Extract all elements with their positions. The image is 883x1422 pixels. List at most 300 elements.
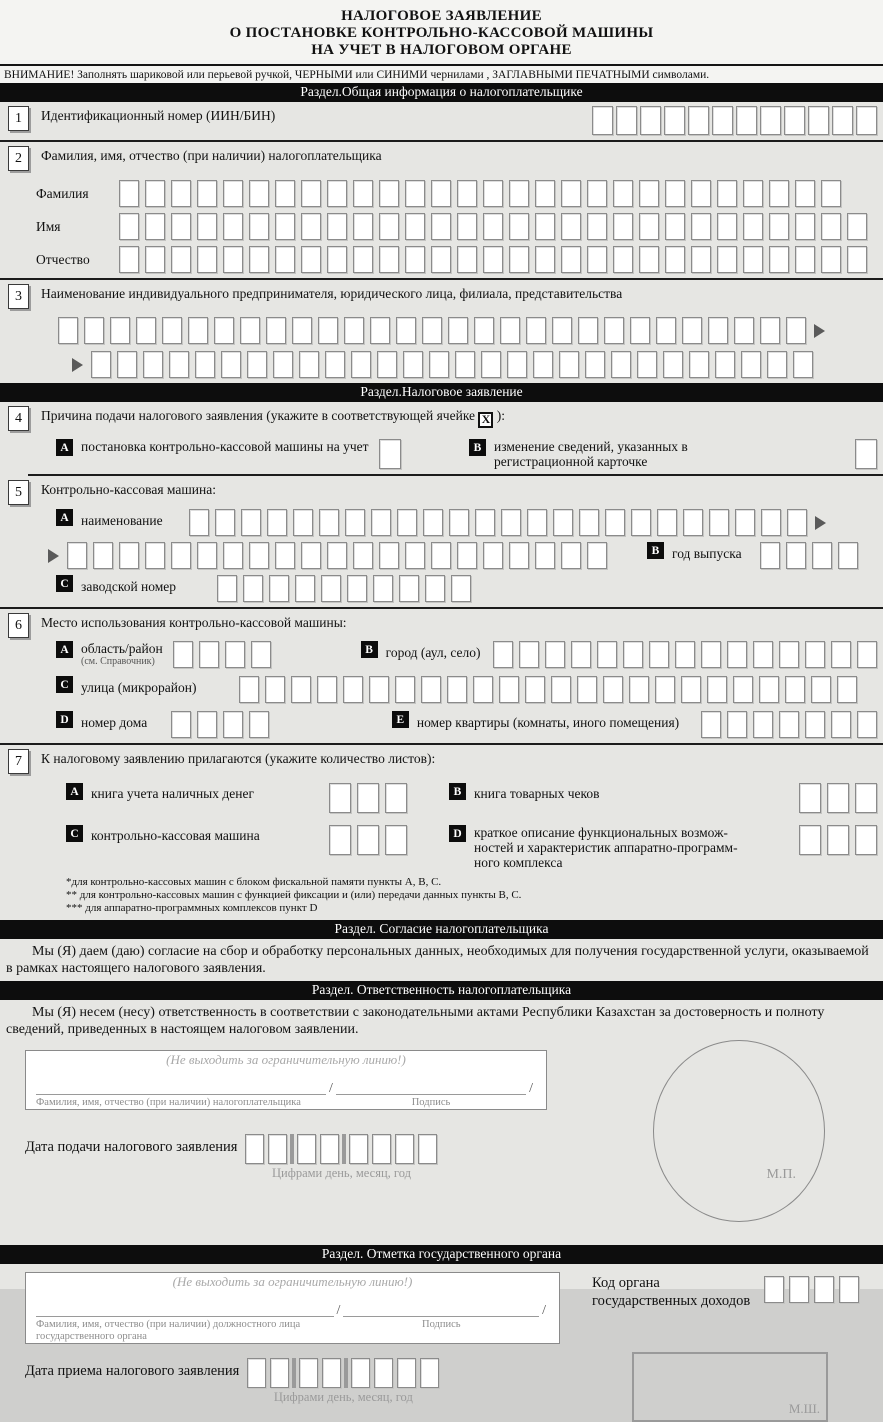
input-cell[interactable] <box>786 542 806 569</box>
input-cell[interactable] <box>421 676 441 703</box>
input-cell[interactable] <box>847 213 867 240</box>
input-cell[interactable] <box>769 180 789 207</box>
input-cell[interactable] <box>767 351 787 378</box>
input-cell[interactable] <box>727 641 747 668</box>
input-cell[interactable] <box>559 351 579 378</box>
input-cell[interactable] <box>786 317 806 344</box>
input-cell[interactable] <box>353 246 373 273</box>
input-cell[interactable] <box>509 246 529 273</box>
input-cell[interactable] <box>431 246 451 273</box>
input-cell[interactable] <box>535 180 555 207</box>
input-cell[interactable] <box>611 351 631 378</box>
input-cell[interactable] <box>373 575 393 602</box>
input-cell[interactable] <box>535 246 555 273</box>
input-cell[interactable] <box>273 351 293 378</box>
input-cell[interactable] <box>637 351 657 378</box>
input-cell[interactable] <box>58 317 78 344</box>
input-cell[interactable] <box>431 542 451 569</box>
input-cell[interactable] <box>397 1358 416 1388</box>
input-cell[interactable] <box>764 1276 784 1303</box>
input-cell[interactable] <box>691 213 711 240</box>
input-cell[interactable] <box>275 180 295 207</box>
input-cell[interactable] <box>171 246 191 273</box>
input-cell[interactable] <box>429 351 449 378</box>
input-cell[interactable] <box>805 641 825 668</box>
input-cell[interactable] <box>223 542 243 569</box>
input-cell[interactable] <box>344 317 364 344</box>
input-cell[interactable] <box>779 711 799 738</box>
input-cell[interactable] <box>275 542 295 569</box>
input-cell[interactable] <box>143 351 163 378</box>
input-cell[interactable] <box>577 676 597 703</box>
input-cell[interactable] <box>657 509 677 536</box>
input-cell[interactable] <box>474 317 494 344</box>
input-cell[interactable] <box>743 213 763 240</box>
input-cell[interactable] <box>327 213 347 240</box>
input-cell[interactable] <box>689 351 709 378</box>
input-cell[interactable] <box>265 676 285 703</box>
input-cell[interactable] <box>760 317 780 344</box>
input-cell[interactable] <box>717 180 737 207</box>
input-cell[interactable] <box>119 213 139 240</box>
input-cell[interactable] <box>592 106 613 135</box>
input-cell[interactable] <box>243 575 263 602</box>
input-cell[interactable] <box>357 825 379 855</box>
input-cell[interactable] <box>743 246 763 273</box>
input-cell[interactable] <box>372 1134 391 1164</box>
input-cell[interactable] <box>545 641 565 668</box>
input-cell[interactable] <box>405 246 425 273</box>
input-cell[interactable] <box>604 317 624 344</box>
input-cell[interactable] <box>779 641 799 668</box>
official-signature-box[interactable] <box>25 1272 560 1344</box>
input-cell[interactable] <box>832 106 853 135</box>
input-cell[interactable] <box>353 213 373 240</box>
input-cell[interactable] <box>385 783 407 813</box>
input-cell[interactable] <box>119 246 139 273</box>
input-cell[interactable] <box>93 542 113 569</box>
checkbox-registration[interactable] <box>379 439 401 469</box>
input-cell[interactable] <box>169 351 189 378</box>
input-cell[interactable] <box>299 351 319 378</box>
input-cell[interactable] <box>247 1358 266 1388</box>
input-cell[interactable] <box>655 676 675 703</box>
input-cell[interactable] <box>318 317 338 344</box>
input-cell[interactable] <box>343 676 363 703</box>
input-cell[interactable] <box>717 213 737 240</box>
input-cell[interactable] <box>251 641 271 668</box>
input-cell[interactable] <box>561 542 581 569</box>
input-cell[interactable] <box>217 575 237 602</box>
input-cell[interactable] <box>270 1358 289 1388</box>
input-cell[interactable] <box>735 509 755 536</box>
input-cell[interactable] <box>811 676 831 703</box>
input-cell[interactable] <box>379 246 399 273</box>
input-cell[interactable] <box>267 509 287 536</box>
input-cell[interactable] <box>379 542 399 569</box>
input-cell[interactable] <box>616 106 637 135</box>
input-cell[interactable] <box>551 676 571 703</box>
input-cell[interactable] <box>223 180 243 207</box>
input-cell[interactable] <box>162 317 182 344</box>
input-cell[interactable] <box>500 317 520 344</box>
input-cell[interactable] <box>403 351 423 378</box>
input-cell[interactable] <box>481 351 501 378</box>
input-cell[interactable] <box>501 509 521 536</box>
input-cell[interactable] <box>119 542 139 569</box>
input-cell[interactable] <box>329 783 351 813</box>
input-cell[interactable] <box>629 676 649 703</box>
input-cell[interactable] <box>351 351 371 378</box>
input-cell[interactable] <box>691 246 711 273</box>
input-cell[interactable] <box>691 180 711 207</box>
input-cell[interactable] <box>665 246 685 273</box>
input-cell[interactable] <box>509 180 529 207</box>
input-cell[interactable] <box>457 246 477 273</box>
input-cell[interactable] <box>814 1276 834 1303</box>
input-cell[interactable] <box>91 351 111 378</box>
input-cell[interactable] <box>855 825 877 855</box>
input-cell[interactable] <box>839 1276 859 1303</box>
input-cell[interactable] <box>275 213 295 240</box>
input-cell[interactable] <box>787 509 807 536</box>
input-cell[interactable] <box>561 213 581 240</box>
input-cell[interactable] <box>357 783 379 813</box>
input-cell[interactable] <box>623 641 643 668</box>
input-cell[interactable] <box>223 246 243 273</box>
input-cell[interactable] <box>457 542 477 569</box>
input-cell[interactable] <box>483 542 503 569</box>
input-cell[interactable] <box>799 783 821 813</box>
input-cell[interactable] <box>422 317 442 344</box>
input-cell[interactable] <box>397 509 417 536</box>
input-cell[interactable] <box>613 180 633 207</box>
input-cell[interactable] <box>455 351 475 378</box>
input-cell[interactable] <box>370 317 390 344</box>
input-cell[interactable] <box>117 351 137 378</box>
input-cell[interactable] <box>322 1358 341 1388</box>
input-cell[interactable] <box>266 317 286 344</box>
input-cell[interactable] <box>639 213 659 240</box>
input-cell[interactable] <box>838 542 858 569</box>
input-cell[interactable] <box>431 213 451 240</box>
input-cell[interactable] <box>727 711 747 738</box>
input-cell[interactable] <box>665 180 685 207</box>
input-cell[interactable] <box>405 180 425 207</box>
input-cell[interactable] <box>640 106 661 135</box>
input-cell[interactable] <box>585 351 605 378</box>
input-cell[interactable] <box>769 246 789 273</box>
input-cell[interactable] <box>630 317 650 344</box>
input-cell[interactable] <box>225 641 245 668</box>
input-cell[interactable] <box>351 1358 370 1388</box>
input-cell[interactable] <box>145 246 165 273</box>
input-cell[interactable] <box>329 825 351 855</box>
input-cell[interactable] <box>145 213 165 240</box>
input-cell[interactable] <box>249 180 269 207</box>
input-cell[interactable] <box>605 509 625 536</box>
input-cell[interactable] <box>301 246 321 273</box>
input-cell[interactable] <box>145 542 165 569</box>
input-cell[interactable] <box>268 1134 287 1164</box>
input-cell[interactable] <box>214 317 234 344</box>
input-cell[interactable] <box>197 180 217 207</box>
input-cell[interactable] <box>345 509 365 536</box>
input-cell[interactable] <box>760 106 781 135</box>
input-cell[interactable] <box>519 641 539 668</box>
input-cell[interactable] <box>821 180 841 207</box>
input-cell[interactable] <box>613 246 633 273</box>
input-cell[interactable] <box>717 246 737 273</box>
input-cell[interactable] <box>319 509 339 536</box>
input-cell[interactable] <box>527 509 547 536</box>
input-cell[interactable] <box>473 676 493 703</box>
input-cell[interactable] <box>171 711 191 738</box>
input-cell[interactable] <box>449 509 469 536</box>
input-cell[interactable] <box>197 711 217 738</box>
input-cell[interactable] <box>741 351 761 378</box>
input-cell[interactable] <box>457 180 477 207</box>
input-cell[interactable] <box>299 1358 318 1388</box>
input-cell[interactable] <box>447 676 467 703</box>
input-cell[interactable] <box>119 180 139 207</box>
input-cell[interactable] <box>423 509 443 536</box>
input-cell[interactable] <box>395 676 415 703</box>
input-cell[interactable] <box>795 213 815 240</box>
input-cell[interactable] <box>371 509 391 536</box>
input-cell[interactable] <box>379 180 399 207</box>
input-cell[interactable] <box>475 509 495 536</box>
input-cell[interactable] <box>857 711 877 738</box>
input-cell[interactable] <box>578 317 598 344</box>
input-cell[interactable] <box>827 825 849 855</box>
input-cell[interactable] <box>509 542 529 569</box>
input-cell[interactable] <box>353 180 373 207</box>
input-cell[interactable] <box>301 542 321 569</box>
input-cell[interactable] <box>483 246 503 273</box>
input-cell[interactable] <box>215 509 235 536</box>
input-cell[interactable] <box>682 317 702 344</box>
input-cell[interactable] <box>553 509 573 536</box>
input-cell[interactable] <box>295 575 315 602</box>
input-cell[interactable] <box>195 351 215 378</box>
input-cell[interactable] <box>795 246 815 273</box>
input-cell[interactable] <box>769 213 789 240</box>
input-cell[interactable] <box>821 246 841 273</box>
input-cell[interactable] <box>639 180 659 207</box>
input-cell[interactable] <box>701 641 721 668</box>
input-cell[interactable] <box>733 676 753 703</box>
input-cell[interactable] <box>708 317 728 344</box>
input-cell[interactable] <box>223 213 243 240</box>
input-cell[interactable] <box>197 542 217 569</box>
input-cell[interactable] <box>197 246 217 273</box>
official-sign-line[interactable] <box>343 1305 539 1317</box>
input-cell[interactable] <box>533 351 553 378</box>
input-cell[interactable] <box>369 676 389 703</box>
input-cell[interactable] <box>597 641 617 668</box>
input-cell[interactable] <box>499 676 519 703</box>
input-cell[interactable] <box>681 676 701 703</box>
input-cell[interactable] <box>665 213 685 240</box>
input-cell[interactable] <box>552 317 572 344</box>
input-cell[interactable] <box>405 542 425 569</box>
input-cell[interactable] <box>377 351 397 378</box>
input-cell[interactable] <box>587 213 607 240</box>
input-cell[interactable] <box>239 676 259 703</box>
input-cell[interactable] <box>249 246 269 273</box>
input-cell[interactable] <box>753 641 773 668</box>
input-cell[interactable] <box>395 1134 414 1164</box>
input-cell[interactable] <box>483 180 503 207</box>
input-cell[interactable] <box>613 213 633 240</box>
input-cell[interactable] <box>110 317 130 344</box>
input-cell[interactable] <box>821 213 841 240</box>
input-cell[interactable] <box>753 711 773 738</box>
input-cell[interactable] <box>321 575 341 602</box>
input-cell[interactable] <box>379 213 399 240</box>
input-cell[interactable] <box>784 106 805 135</box>
input-cell[interactable] <box>507 351 527 378</box>
input-cell[interactable] <box>292 317 312 344</box>
input-cell[interactable] <box>347 575 367 602</box>
input-cell[interactable] <box>399 575 419 602</box>
input-cell[interactable] <box>587 542 607 569</box>
input-cell[interactable] <box>760 542 780 569</box>
input-cell[interactable] <box>812 542 832 569</box>
input-cell[interactable] <box>709 509 729 536</box>
input-cell[interactable] <box>84 317 104 344</box>
input-cell[interactable] <box>827 783 849 813</box>
input-cell[interactable] <box>425 575 445 602</box>
input-cell[interactable] <box>189 509 209 536</box>
input-cell[interactable] <box>320 1134 339 1164</box>
input-cell[interactable] <box>396 317 416 344</box>
input-cell[interactable] <box>301 180 321 207</box>
input-cell[interactable] <box>325 351 345 378</box>
input-cell[interactable] <box>249 213 269 240</box>
input-cell[interactable] <box>275 246 295 273</box>
input-cell[interactable] <box>793 351 813 378</box>
input-cell[interactable] <box>837 676 857 703</box>
input-cell[interactable] <box>856 106 877 135</box>
input-cell[interactable] <box>145 180 165 207</box>
input-cell[interactable] <box>349 1134 368 1164</box>
input-cell[interactable] <box>639 246 659 273</box>
input-cell[interactable] <box>561 246 581 273</box>
input-cell[interactable] <box>301 213 321 240</box>
input-cell[interactable] <box>805 711 825 738</box>
input-cell[interactable] <box>631 509 651 536</box>
input-cell[interactable] <box>688 106 709 135</box>
input-cell[interactable] <box>483 213 503 240</box>
input-cell[interactable] <box>509 213 529 240</box>
input-cell[interactable] <box>171 542 191 569</box>
input-cell[interactable] <box>736 106 757 135</box>
input-cell[interactable] <box>571 641 591 668</box>
input-cell[interactable] <box>249 711 269 738</box>
input-cell[interactable] <box>857 641 877 668</box>
input-cell[interactable] <box>683 509 703 536</box>
sign-signature-line[interactable] <box>336 1083 526 1095</box>
input-cell[interactable] <box>247 351 267 378</box>
input-cell[interactable] <box>405 213 425 240</box>
input-cell[interactable] <box>664 106 685 135</box>
input-cell[interactable] <box>734 317 754 344</box>
checkbox-change-info[interactable] <box>855 439 877 469</box>
input-cell[interactable] <box>493 641 513 668</box>
input-cell[interactable] <box>136 317 156 344</box>
input-cell[interactable] <box>245 1134 264 1164</box>
input-cell[interactable] <box>761 509 781 536</box>
input-cell[interactable] <box>385 825 407 855</box>
input-cell[interactable] <box>418 1134 437 1164</box>
input-cell[interactable] <box>223 711 243 738</box>
input-cell[interactable] <box>327 542 347 569</box>
input-cell[interactable] <box>293 509 313 536</box>
input-cell[interactable] <box>649 641 669 668</box>
input-cell[interactable] <box>712 106 733 135</box>
input-cell[interactable] <box>535 213 555 240</box>
input-cell[interactable] <box>327 180 347 207</box>
input-cell[interactable] <box>240 317 260 344</box>
input-cell[interactable] <box>221 351 241 378</box>
input-cell[interactable] <box>656 317 676 344</box>
input-cell[interactable] <box>297 1134 316 1164</box>
input-cell[interactable] <box>675 641 695 668</box>
input-cell[interactable] <box>847 246 867 273</box>
input-cell[interactable] <box>759 676 779 703</box>
name-signature-line[interactable] <box>36 1083 326 1095</box>
input-cell[interactable] <box>199 641 219 668</box>
input-cell[interactable] <box>67 542 87 569</box>
input-cell[interactable] <box>457 213 477 240</box>
input-cell[interactable] <box>374 1358 393 1388</box>
input-cell[interactable] <box>795 180 815 207</box>
input-cell[interactable] <box>526 317 546 344</box>
input-cell[interactable] <box>353 542 373 569</box>
input-cell[interactable] <box>587 180 607 207</box>
input-cell[interactable] <box>171 213 191 240</box>
input-cell[interactable] <box>291 676 311 703</box>
input-cell[interactable] <box>855 783 877 813</box>
input-cell[interactable] <box>831 641 851 668</box>
input-cell[interactable] <box>525 676 545 703</box>
input-cell[interactable] <box>587 246 607 273</box>
input-cell[interactable] <box>743 180 763 207</box>
input-cell[interactable] <box>799 825 821 855</box>
input-cell[interactable] <box>707 676 727 703</box>
input-cell[interactable] <box>785 676 805 703</box>
input-cell[interactable] <box>808 106 829 135</box>
official-name-line[interactable] <box>36 1305 334 1317</box>
input-cell[interactable] <box>188 317 208 344</box>
input-cell[interactable] <box>715 351 735 378</box>
input-cell[interactable] <box>269 575 289 602</box>
input-cell[interactable] <box>317 676 337 703</box>
input-cell[interactable] <box>789 1276 809 1303</box>
input-cell[interactable] <box>173 641 193 668</box>
input-cell[interactable] <box>701 711 721 738</box>
input-cell[interactable] <box>448 317 468 344</box>
taxpayer-signature-box[interactable] <box>25 1050 547 1110</box>
input-cell[interactable] <box>197 213 217 240</box>
input-cell[interactable] <box>561 180 581 207</box>
input-cell[interactable] <box>535 542 555 569</box>
input-cell[interactable] <box>420 1358 439 1388</box>
input-cell[interactable] <box>431 180 451 207</box>
input-cell[interactable] <box>241 509 261 536</box>
